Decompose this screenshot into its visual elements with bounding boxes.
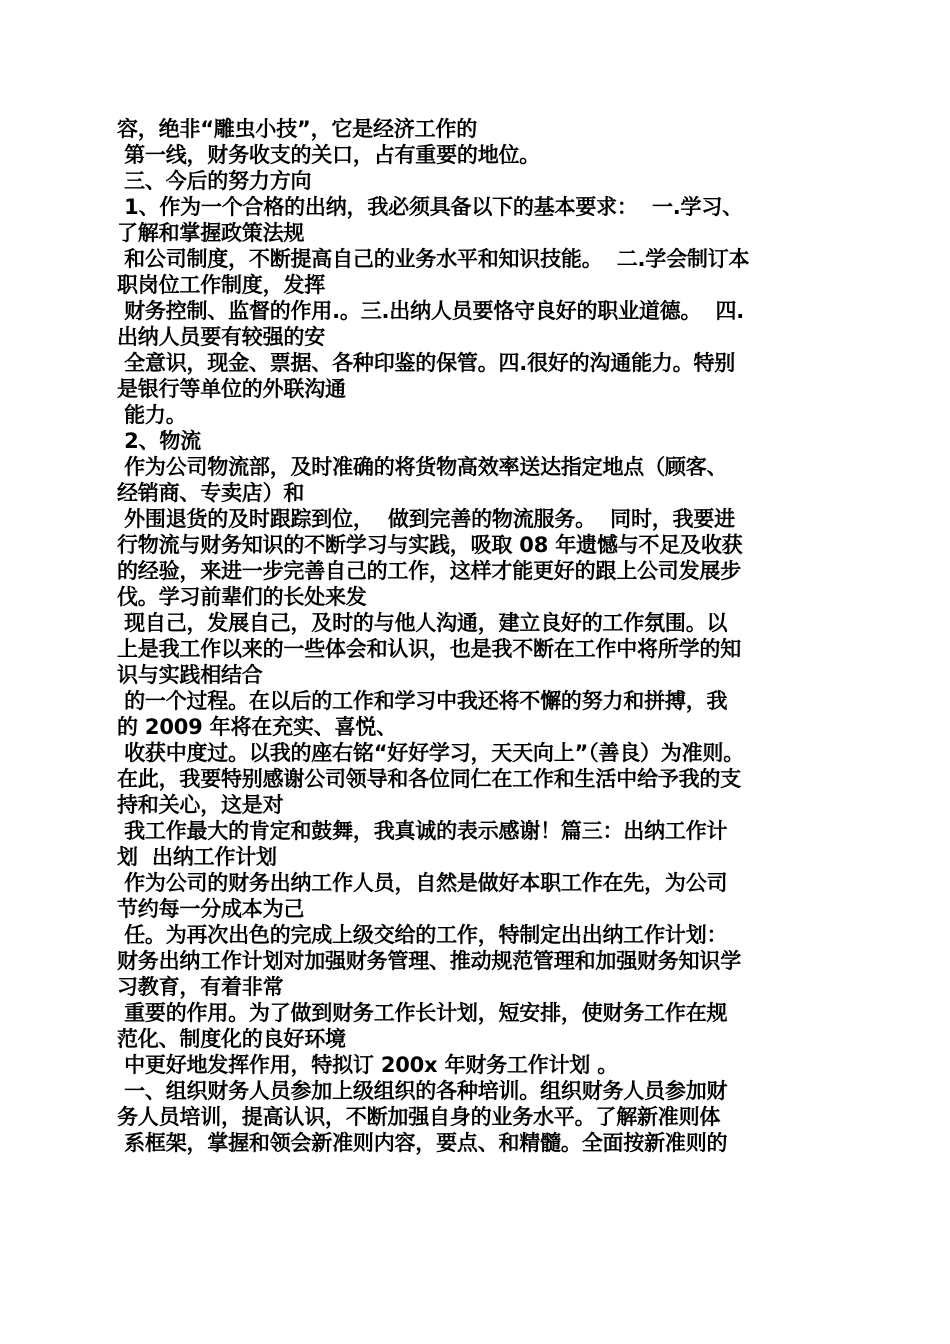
- text-line: 外围退货的及时跟踪到位， 做到完善的物流服务。 同时，我要进: [117, 507, 735, 531]
- text-line: 职岗位工作制度，发挥: [117, 273, 325, 297]
- text-line: 行物流与财务知识的不断学习与实践，吸取 08 年遗憾与不足及收获: [117, 533, 743, 557]
- text-line: 任。为再次出色的完成上级交给的工作，特制定出出纳工作计划：: [117, 923, 728, 947]
- text-line: 的 2009 年将在充实、喜悦、: [117, 715, 397, 739]
- text-line: 伐。学习前辈们的长处来发: [117, 585, 367, 609]
- text-line: 的经验，来进一步完善自己的工作，这样才能更好的跟上公司发展步: [117, 559, 741, 583]
- text-line: 现自己，发展自己，及时的与他人沟通，建立良好的工作氛围。以: [117, 611, 728, 635]
- text-line: 是银行等单位的外联沟通: [117, 377, 346, 401]
- text-line: 出纳人员要有较强的安: [117, 325, 325, 349]
- text-line: 三、今后的努力方向: [117, 169, 312, 193]
- text-line: 一、组织财务人员参加上级组织的各种培训。组织财务人员参加财: [117, 1079, 728, 1103]
- text-line: 在此，我要特别感谢公司领导和各位同仁在工作和生活中给予我的支: [117, 767, 741, 791]
- text-line: 务人员培训，提高认识，不断加强自身的业务水平。了解新准则体: [117, 1105, 721, 1129]
- text-line: 持和关心，这是对: [117, 793, 284, 817]
- text-line: 范化、制度化的良好环境: [117, 1027, 346, 1051]
- text-line: 上是我工作以来的一些体会和认识，也是我不断在工作中将所学的知: [117, 637, 741, 661]
- text-line: 经销商、专卖店）和: [117, 481, 305, 505]
- text-line: 和公司制度，不断提高自己的业务水平和知识技能。 二.学会制订本: [117, 247, 750, 271]
- text-line: 系框架，掌握和领会新准则内容，要点、和精髓。全面按新准则的: [117, 1131, 728, 1155]
- text-line: 全意识，现金、票据、各种印鉴的保管。四.很好的沟通能力。特别: [117, 351, 736, 375]
- text-line: 作为公司的财务出纳工作人员，自然是做好本职工作在先，为公司: [117, 871, 728, 895]
- text-line: 1、作为一个合格的出纳，我必须具备以下的基本要求： 一.学习、: [117, 195, 743, 219]
- text-line: 财务出纳工作计划对加强财务管理、推动规范管理和加强财务知识学: [117, 949, 741, 973]
- text-line: 习教育，有着非常: [117, 975, 284, 999]
- text-line: 收获中度过。以我的座右铭“好好学习，天天向上”（善良）为准则。: [117, 741, 745, 765]
- text-line: 中更好地发挥作用，特拟订 200x 年财务工作计划 。: [117, 1053, 619, 1077]
- text-line: 节约每一分成本为己: [117, 897, 305, 921]
- text-line: 财务控制、监督的作用.。三.出纳人员要恪守良好的职业道德。 四.: [117, 299, 745, 323]
- text-line: 识与实践相结合: [117, 663, 263, 687]
- text-line: 的一个过程。在以后的工作和学习中我还将不懈的努力和拼搏，我: [117, 689, 728, 713]
- text-line: 容，绝非“雕虫小技”，它是经济工作的: [117, 117, 478, 141]
- text-line: 划 出纳工作计划: [117, 845, 277, 869]
- text-line: 了解和掌握政策法规: [117, 221, 305, 245]
- document-body: [117, 116, 839, 1156]
- text-line: 我工作最大的肯定和鼓舞，我真诚的表示感谢！篇三：出纳工作计: [117, 819, 728, 843]
- text-line: 第一线，财务收支的关口，占有重要的地位。: [117, 143, 541, 167]
- text-line: 作为公司物流部，及时准确的将货物高效率送达指定地点（顾客、: [117, 455, 728, 479]
- text-line: 重要的作用。为了做到财务工作长计划，短安排，使财务工作在规: [117, 1001, 728, 1025]
- text-line: 能力。: [117, 403, 187, 427]
- text-line: 2、物流: [117, 429, 201, 453]
